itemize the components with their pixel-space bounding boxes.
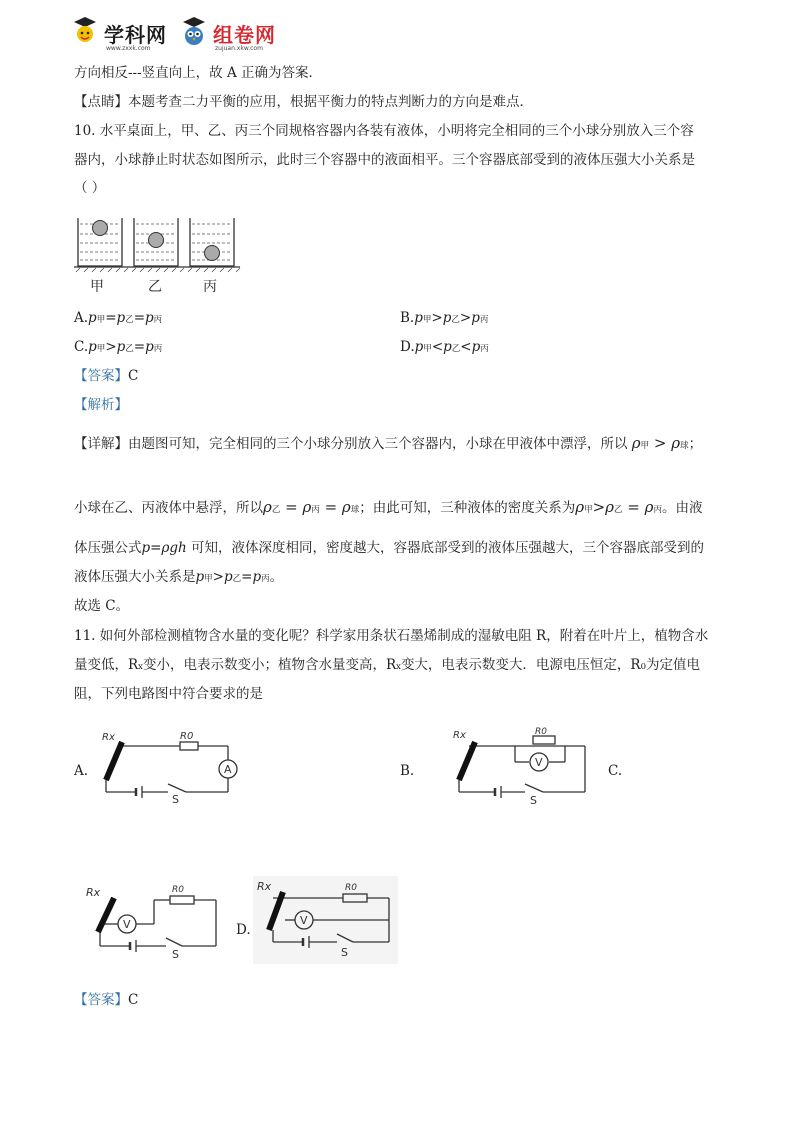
label-switch: S <box>172 948 179 960</box>
q10-analysis-tag: 【解析】 <box>74 397 128 413</box>
fig-label-bing: 丙 <box>203 279 217 295</box>
q10-conclusion: 故选 C。 <box>74 598 130 614</box>
ball-bing <box>205 246 220 261</box>
label-r0: R0 <box>180 731 194 742</box>
q11-stem-line2: 量变低，Rx变小，电表示数变小；植物含水量变高，Rx变大，电表示数变大．电源电压恒定，R0为定值电 <box>74 657 701 673</box>
fig-label-jia: 甲 <box>90 279 104 295</box>
q10-stem-line2: 器内，小球静止时状态如图所示，此时三个容器中的液面相平。三个容器底部受到的液体压强大小关系是 <box>74 152 695 168</box>
answer-tag: 【答案】 <box>74 992 128 1008</box>
q11-option-c-label[interactable]: C. <box>608 763 623 779</box>
owl-mascot-icon <box>181 14 207 48</box>
answer-tag: 【答案】 <box>74 368 128 384</box>
label-r0: R0 <box>345 883 357 893</box>
q10-option-c[interactable]: C.p甲>p乙=p丙 <box>74 339 163 355</box>
logo-xkw-text: 学科网 <box>104 23 167 47</box>
q11-option-a-label[interactable]: A. <box>74 763 89 779</box>
q11-answer-line <box>74 990 734 1010</box>
q10-detail-line4: 液体压强大小关系是p甲>p乙=p丙。 <box>74 569 284 585</box>
q10-detail-line3: 体压强公式p=ρgh 可知，液体深度相同，密度越大，容器底部受到的液体压强越大，三个容器底部受到的 <box>74 540 705 556</box>
q11-option-d-label[interactable]: D. <box>236 922 251 938</box>
logo-zjw-url: zujuan.xkw.com <box>215 45 263 52</box>
comment-tag: 【点睛】 <box>74 94 128 110</box>
q11-stem-line1: 11. 如何外部检测植物含水量的变化呢？科学家用条状石墨烯制成的湿敏电阻 R，附着在叶片上，植物含水 <box>74 628 709 644</box>
q11-stem-line3: 阻，下列电路图中符合要求的是 <box>74 686 263 702</box>
ammeter-icon: A <box>224 763 232 776</box>
fig-label-yi: 乙 <box>148 279 162 295</box>
label-switch: S <box>530 794 537 806</box>
formula-rho-jia-gt-ball: ρ甲 > ρ球 <box>631 434 689 452</box>
q11-circuit-b <box>425 726 595 806</box>
header-logos <box>72 12 276 52</box>
prev-comment-line <box>74 92 734 112</box>
logo-zjw-text: 组卷网 <box>213 23 276 47</box>
label-switch: S <box>341 946 348 959</box>
label-rx: Rx <box>453 730 466 741</box>
formula-density-relation: ρ甲>ρ乙 = ρ丙 <box>575 498 662 516</box>
ball-yi <box>149 233 164 248</box>
q10-answer: C <box>128 368 139 384</box>
label-r0: R0 <box>172 885 184 895</box>
label-rx: Rx <box>86 886 101 899</box>
label-switch: S <box>172 793 179 803</box>
q10-detail-line1: 【详解】由题图可知，完全相同的三个小球分别放入三个容器内，小球在甲液体中漂浮，所以 ρ甲 > ρ球； <box>74 434 703 452</box>
q11-circuit-d <box>253 876 398 964</box>
label-rx: Rx <box>257 880 272 893</box>
q10-option-b[interactable]: B.p甲>p乙>p丙 <box>400 310 489 326</box>
voltmeter-icon: V <box>300 914 308 927</box>
q10-option-a[interactable]: A.p甲=p乙=p丙 <box>74 310 163 326</box>
q11-circuit-a <box>98 728 243 803</box>
graduate-cap-icon <box>72 14 98 48</box>
q11-answer: C <box>128 992 139 1008</box>
prev-answer-line: 方向相反---竖直向上，故 A 正确为答案． <box>74 65 323 81</box>
logo-xkw-url: www.zxxk.com <box>106 45 151 52</box>
q11-circuit-c <box>74 880 234 960</box>
voltmeter-icon: V <box>123 918 131 931</box>
label-r0: R0 <box>535 727 547 737</box>
voltmeter-icon: V <box>535 756 543 769</box>
comment-text: 本题考查二力平衡的应用，根据平衡力的特点判断力的方向是难点． <box>128 94 533 110</box>
q10-stem-line3: （ ） <box>74 180 106 196</box>
q11-option-b-label[interactable]: B. <box>400 763 415 779</box>
q10-stem-line1: 10. 水平桌面上，甲、乙、丙三个同规格容器内各装有液体，小明将完全相同的三个小球分别放入三个容 <box>74 123 694 139</box>
q10-detail-line2: 小球在乙、丙液体中悬浮，所以ρ乙 = ρ丙 = ρ球；由此可知，三种液体的密度关系为ρ甲>ρ乙 = ρ丙。由液 <box>74 498 703 516</box>
ball-jia <box>93 221 108 236</box>
label-rx: Rx <box>102 732 115 743</box>
q10-answer-line <box>74 366 734 386</box>
formula-rho-equal: ρ乙 = ρ丙 = ρ球 <box>263 498 360 516</box>
q10-option-d[interactable]: D.p甲<p乙<p丙 <box>400 339 489 355</box>
